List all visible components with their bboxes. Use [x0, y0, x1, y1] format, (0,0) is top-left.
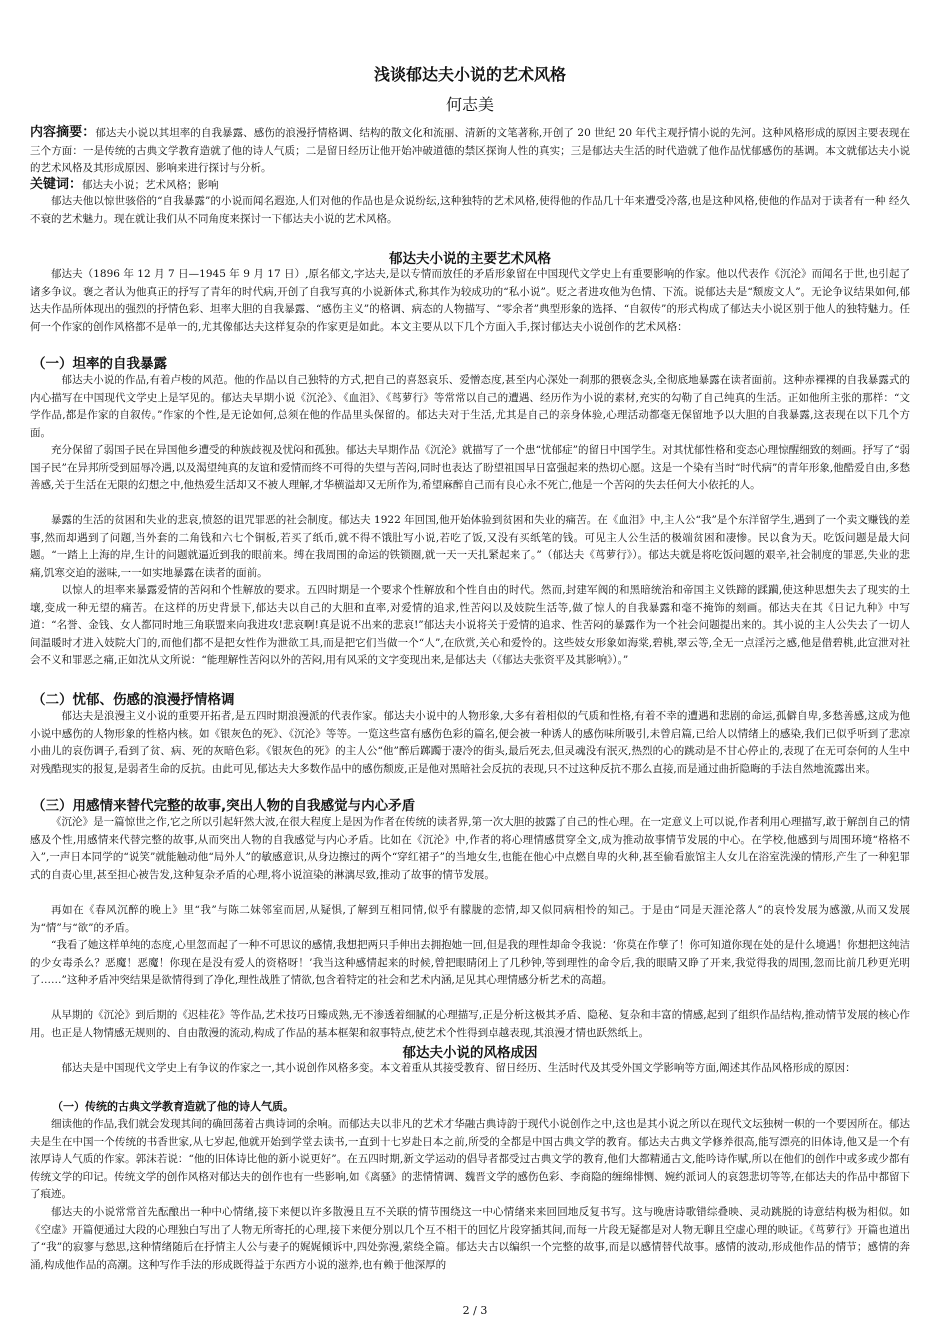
keywords-text: 郁达夫小说；艺术风格；影响 [82, 179, 219, 191]
paper-author: 何志美 [445, 95, 494, 114]
keywords-label: 关键词： [30, 177, 83, 192]
subsection-title-classical-education: （一）传统的古典文学教育造就了他的诗人气质。 [52, 1100, 294, 1113]
section-title-main-style: 郁达夫小说的主要艺术风格 [389, 251, 551, 267]
subsection1-paragraph-4: 以惊人的坦率来暴露爱情的苦闷和个性解放的要求。五四时期是一个要求个性解放和个性自由的时代。然而,封建军阀的和黑暗统治和帝国主义铁蹄的蹂躏,使这种思想失去了现实的土壤,变成一种无望的痛苦。在这样的历史背景下,郁达夫以自己的大胆和直率,对爱情的追求,性苦闷以及妓院生活等,做了惊人的自我暴露和毫不掩饰的刻画。郁达夫在其《日记九种》中写道：“名誉、金钱、女人都同时地三角联盟来向我进攻!悲哀啊!真是说不出来的悲哀!”郁达夫小说将关于爱情的追求、性苦闷的暴露作为一个社会问题提出来的。其小说的主人公失去了一切人间温暖时才进入妓院大门的,而他们都不是把女性作为泄欲工具,而是把它们当做一个“人”,在欣赏,关心和爱怜的。这些妓女形象如海棠,碧桃,翠云等,全无一点淫污之感,他是借碧桃,此宣泄对社会不义和罪恶之痛,正如沈从文所说：“能理解性苦闷以外的苦闷,用有风采的文字变现出来,是郁达夫（《郁达夫张资平及其影响》）。” [30, 584, 910, 667]
paper-title: 浅谈郁达夫小说的艺术风格 [373, 65, 566, 84]
subsection3-paragraph-1: 《沉沦》是一篇惊世之作,它之所以引起轩然大波,在很大程度上是因为作者在传统的读者界,第一次大胆的披露了自己的性心理。在一定意义上可以说,作者利用心理描写,敢于解剖自己的情感及个性,用感情来代替完整的故事,从而突出人物的自我感觉与内心矛盾。比如在《沉沦》中,作者的将心理情感贯穿全文,成为推动故事情节发展的中心。在学校,他感到与周围环境“格格不入”,一声日本同学的“说笑”就能触动他“局外人”的敏感意识,从身边擦过的两个“穿红裙子”的当地女生,也能在他心中点燃自卑的火种,甚至偷看旅馆主人女儿在浴室洗澡的情形,产生了一种犯罪式的自责心里,甚至担心被告发,这种复杂矛盾的心理,将小说渲染的淋漓尽致,推动了故事的情节发展。 [30, 816, 910, 881]
subsection3-paragraph-3: “我看了她这样单纯的态度,心里忽而起了一种不可思议的感情,我想把两只手伸出去拥抱她一回,但是我的理性却命令我说：‘你莫在作孽了！你可知道你现在处的是什么境遇！你想把这纯洁的少女毒杀么？恶魔！恶魔！你现在是没有爱人的资格呀！’我当这种感情起来的时候,曾把眼睛闭上了几秒钟,等到理性的命令后,我的眼睛又睁了开来,我觉得我的周围,忽而比前几秒更光明了……”这种矛盾冲突结果是欲情得到了净化,理性战胜了情欲,包含着特定的社会和艺术内涵,足见其心理情感分析艺术的高超。 [30, 939, 910, 987]
subsection-title-self-exposure: （一）坦率的自我暴露 [32, 356, 167, 372]
subsection1-paragraph-3: 暴露的生活的贫困和失业的悲哀,愤怒的诅咒罪恶的社会制度。郁达夫 1922 年回国,他开始体验到贫困和失业的痛苦。在《血泪》中,主人公“我”是个东洋留学生,遇到了一个卖文赚钱的差事,然而却遇到了问题,当外套的二角钱和六七个铜板,若买了纸币,就不得不饿肚写小说,若吃了饭,又没有买纸笔的钱。可见主人公生活的极端贫困和凄惨。民以食为天。吃饭问题是最大问题。“一踏上上海的岸,生计的问题就逼近到我的眼前来。缚在我周围的命运的铁锁圈,就一天一天扎紧起来了。”（郁达夫《茑萝行》）。郁达夫就是将吃饭问题的艰辛,社会制度的罪恶,失业的悲痛,饥寒交迫的滋味,一一如实地暴露在读者的面前。 [30, 514, 910, 579]
subsection1-paragraph-2: 充分保留了弱国子民在异国他乡遭受的种族歧视及忧闷和孤独。郁达夫早期作品《沉沦》就描写了一个患“忧郁症”的留日中国学生。对其忧郁性格和变态心理惊醒细致的刻画。抒写了“弱国子民”在异邦所受到屈辱冷遇,以及渴望纯真的友谊和爱情而终不可得的失望与苦闷,同时也表达了盼望祖国早日富强起来的热切心愿。这是一个染有当时“时代病”的青年形象,他酷爱自由,多愁善感,关于生活在无限的幻想之中,他热爱生活却又不被人理解,才华横溢却又无所作为,希望麻醉自己而有良心永不死亡,他是一个苦闷的失去任何大小依托的人。 [30, 444, 910, 492]
section2-intro-paragraph: 郁达夫是中国现代文学史上有争议的作家之一,其小说创作风格多变。本文着重从其接受教育、留日经历、生活时代及其受外国文学影响等方面,阐述其作品风格形成的原因： [61, 1062, 856, 1074]
subsection3-paragraph-2: 再如在《春风沉醉的晚上》里“我”与陈二妹邻室而居,从疑惧,了解到互相同情,似乎有朦胧的恋情,却又似同病相怜的知己。于是由“同是天涯沦落人”的哀怜发展为感激,从而又发展为“情”与“欲”的矛盾。 [30, 904, 910, 934]
abstract-label: 内容摘要： [30, 125, 96, 140]
section1-intro-paragraph: 郁达夫（1896 年 12 月 7 日—1945 年 9 月 17 日）,原名郁文,字达夫,是以专情而放任的矛盾形象留在中国现代文学史上有重要影响的作家。他以代表作《沉沦》而闻名于世,也引起了诸多争议。褒之者认为他真正的抒写了青年的时代病,开创了自我写真的小说新体式,称其作为较成功的“私小说”。贬之者进攻他为色情、下流。说郁达夫是“颓废文人”。无论争议结果如何,郁达夫作品所体现出的强烈的抒情色彩、坦率大胆的自我暴露、“感伤主义”的格调、病态的人物描写、“零余者”典型形象的选择、“自叙传”的形式构成了郁达夫小说区别于他人的独特魅力。任何一个作家的创作风格都不是单一的,尤其像郁达夫这样复杂的作家更是如此。本文主要从以下几个方面入手,探讨郁达夫小说创作的艺术风格： [30, 268, 910, 333]
subsection-title-romantic-lyric: （二）忧郁、伤感的浪漫抒情格调 [32, 692, 235, 708]
section-title-style-causes: 郁达夫小说的风格成因 [402, 1045, 538, 1061]
subsection4-paragraph-1: 细读他的作品,我们就会发现其间的确回荡着古典诗词的余响。而郁达夫以非凡的艺术才华融古典诗韵于现代小说创作之中,这也是其小说之所以在现代文坛独树一帜的一个要因所在。郁达夫是生在中国一个传统的书香世家,从七岁起,他就开始到学堂去读书,一直到十七岁赴日本之前,所受的全都是中国古典文学的教育。郁达夫古典文学修养很高,能写漂亮的旧体诗,他又是一个有浓厚诗人气质的作家。郭沫若说：“他的旧体诗比他的新小说更好”。在五四时期,新文学运动的倡导者都受过古典文学的教育,他们大都精通古文,能吟诗作赋,所以在他们的创作中或多或少都有传统文学的印记。传统文学的创作风格对郁达夫的创作也有一些影响,如《离骚》的悲情情调、魏晋文学的感伤色彩、李商隐的缠绵悱恻、婉约派词人的哀怨悲切等等,在郁达夫的作品中都留下了痕迹。 [30, 1118, 910, 1201]
subsection4-paragraph-2: 郁达夫的小说常常首先酝酿出一种中心情绪,接下来便以许多散漫且互不关联的情节围绕这一中心情绪来来回回地反复书写。这与晚唐诗歌错综叠映、灵动跳脱的诗意结构极为相似。如《空虚》开篇便通过大段的心理独白写出了人物无所寄托的心理,接下来便分别以几个互不相干的回忆片段穿插其间,而每一片段无疑都是对人物无聊且空虚心理的映证。《茑萝行》开篇也道出了“我”的寂寥与愁思,这种情绪随后在抒情主人公与妻子的娓娓倾诉中,四处弥漫,萦绕全篇。郁达夫古以编织一个完整的故事,而是以感情替代故事。感情的波动,形成他作品的情节；感情的奔涌,构成他作品的高潮。这种写作手法的形成既得益于东西方小说的滋养,也有赖于他深厚的 [30, 1206, 910, 1271]
keywords-paragraph [30, 176, 910, 195]
subsection2-paragraph-1: 郁达夫是浪漫主义小说的重要开拓者,是五四时期浪漫派的代表作家。郁达夫小说中的人物形象,大多有着相似的气质和性格,有着不幸的遭遇和悲剧的命运,孤僻自卑,多愁善感,这成为他小说中感伤的人物形象的性格内核。如《银灰色的死》、《沉沦》等等。一览这些富有感伤色彩的篇名,便会被一种诱人的感伤味所吸引,未曾启篇,已给人以情绪上的感染,我们已似乎听到了悲凉小曲儿的哀伤调子,看到了贫、病、死的灰暗色彩。《银灰色的死》的主人公“他”醉后踯躅于凄冷的街头,最后死去,但灵魂没有泯灭,热烈的心的跳动是不甘心停止的,表现了在无可奈何的人生中对残酷现实的报复,是弱者生命的反抗。由此可见,郁达夫大多数作品中的感伤颓废,正是他对黑暗社会反抗的表现,只不过这种反抗不那么直接,而是通过曲折隐晦的手法自然地流露出来。 [30, 710, 910, 775]
intro-paragraph: 郁达夫他以惊世骇俗的“自我暴露”的小说而闻名遐迩,人们对他的作品也是众说纷纭,这种独特的艺术风格,使得他的作品几十年来遭受冷落,也是这种风格,使他的作品对于读者有一种 经久不衰的艺术魅力。现在就让我们从不同角度来探讨一下郁达夫小说的艺术风格。 [30, 195, 910, 225]
subsection1-paragraph-1: 郁达夫小说的作品,有着卢梭的风范。他的作品以自己独特的方式,把自己的喜怒哀乐、爱憎态度,甚至内心深处一刹那的猥亵念头,全彻底地暴露在读者面前。这种赤裸裸的自我暴露式的内心描写在中国现代文学史上是罕见的。郁达夫早期小说《沉沦》、《血泪》、《茑萝行》等常常以自己的遭遇、经历作为小说的素材,充实的勾勒了自己纯真的生活。正如他所主张的那样：“文学作品,都是作家的自叙传。”作家的个性,是无论如何,总须在他的作品里头保留的。郁达夫对于生活,尤其是自己的亲身体验,心理活动都毫无保留地予以大胆的自我暴露,这表现在以下几个方面。 [30, 374, 910, 439]
subsection3-paragraph-4: 从早期的《沉沦》到后期的《迟桂花》等作品,艺术技巧日臻成熟,无不渗透着细腻的心理描写,正是分析这极其矛盾、隐秘、复杂和丰富的情感,起到了组织作品结构,推动情节发展的核心作用。也正是人物情感无规则的、自由散漫的流动,构成了作品的基本框架和叙事特点,使艺术个性得到卓越表现,其浪漫才情也跃然纸上。 [30, 1009, 910, 1039]
abstract-text: 郁达夫小说以其坦率的自我暴露、感伤的浪漫抒情格调、结构的散文化和流丽、清新的文笔著称,开创了 20 世纪 20 年代主观抒情小说的先河。这种风格形成的原因主要表现在三个方面：一是传统的古典文学教育造就了他的诗人气质；二是留日经历让他开始冲破道德的禁区探询人性的真实；三是郁达夫生活的时代造就了他作品忧郁感伤的基调。本文就郁达夫小说的艺术风格及其形成原因、影响来进行探讨与分析。 [30, 127, 910, 175]
page-number: 2 / 3 [462, 1304, 488, 1317]
subsection-title-emotion-over-story: （三）用感情来替代完整的故事,突出人物的自我感觉与内心矛盾 [32, 798, 416, 814]
abstract-paragraph [30, 124, 910, 178]
